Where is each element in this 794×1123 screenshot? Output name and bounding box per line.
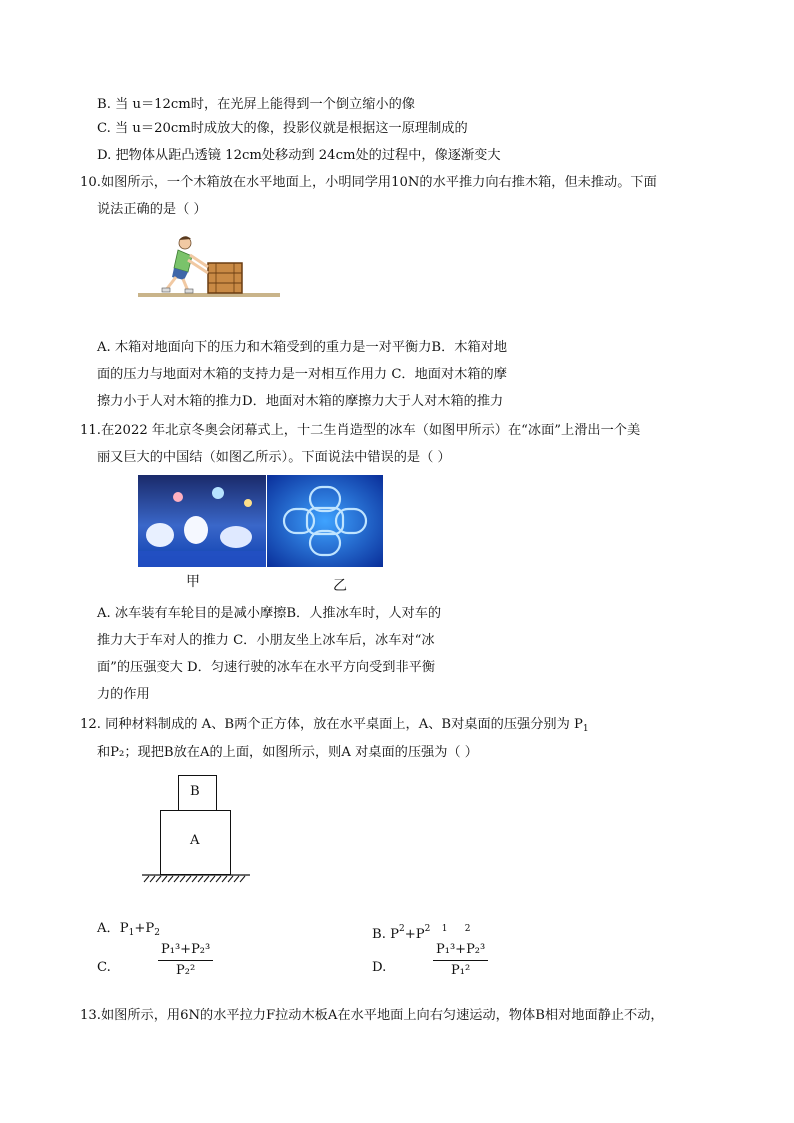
q10-boy-pushing-box-figure [138,230,280,302]
q11-caption-jia: 甲 [186,574,200,590]
fraction-denominator: P₁² [451,963,471,978]
q10-stem-line1: 10.如图所示，一个木箱放在水平地面上，小明同学用10N的水平推力向右推木箱，但未推动。下面 [80,175,657,190]
fraction-numerator: P₁³+P₂³ [158,940,213,961]
q13-stem-line1: 13.如图所示，用6N的水平拉力F拉动木板A在水平地面上向右匀速运动，物体B相对地面静止不动， [80,1008,664,1023]
q12-stem-line2: 和P₂；现把B放在A的上面，如图所示，则A 对桌面的压强为（ ） [97,745,478,760]
q12-option-c-label: C. [97,960,111,975]
q12-option-c-fraction [158,940,213,981]
q10-option-line2: 面的压力与地面对木箱的支持力是一对相互作用力 C．地面对木箱的摩 [97,367,507,382]
q11-option-line1: A. 冰车装有车轮目的是减小摩擦B．人推冰车时，人对车的 [97,606,442,621]
q10-stem-line2: 说法正确的是（ ） [97,202,207,217]
q11-stem-line2: 丽又巨大的中国结（如图乙所示）。下面说法中错误的是（ ） [97,450,451,465]
q12-option-a: A．$P_1+P_2$ [97,921,160,938]
q12-option-d-fraction [433,940,488,981]
fraction-denominator: P₂² [176,963,196,978]
q9-option-b: B. 当 u＝12cm时，在光屏上能得到一个倒立缩小的像 [97,97,415,112]
boy-figure [162,236,208,293]
q11-caption-yi: 乙 [333,578,347,594]
q9-option-c: C. 当 u＝20cm时成放大的像，投影仪就是根据这一原理制成的 [97,121,468,136]
q11-figure-jia-ice-cars-photo [138,475,266,567]
q11-option-line3: 面”的压强变大 D．匀速行驶的冰车在水平方向受到非平衡 [97,660,436,675]
q9-option-d: D. 把物体从距凸透镜 12cm处移动到 24cm处的过程中，像逐渐变大 [97,148,501,163]
q11-option-line4: 力的作用 [97,687,150,702]
q10-option-line3: 擦力小于人对木箱的推力D．地面对木箱的摩擦力大于人对木箱的推力 [97,394,504,409]
fraction-numerator: P₁³+P₂³ [433,940,488,961]
q12-stem-line1: 12. 同种材料制成的 A、B两个正方体，放在水平桌面上，A、B对桌面的压强分别为 $P_1$ [80,717,589,734]
cube-a-label: A [190,833,200,848]
q10-option-line1: A. 木箱对地面向下的压力和木箱受到的重力是一对平衡力B．木箱对地 [97,340,508,355]
q11-figure-yi-chinese-knot-photo [267,475,383,567]
q11-option-line2: 推力大于车对人的推力 C．小朋友坐上冰车后，冰车对“冰 [97,633,435,648]
cube-b-label: B [190,784,200,799]
q12-option-b: B. $P^2+P^2$ $^{1 2}$ [372,924,471,942]
q12-option-d-label: D. [372,960,387,975]
wooden-box [208,263,242,293]
q11-stem-line1: 11.在2022 年北京冬奥会闭幕式上，十二生肖造型的冰车（如图甲所示）在“冰面”上滑出一个美 [80,423,641,438]
